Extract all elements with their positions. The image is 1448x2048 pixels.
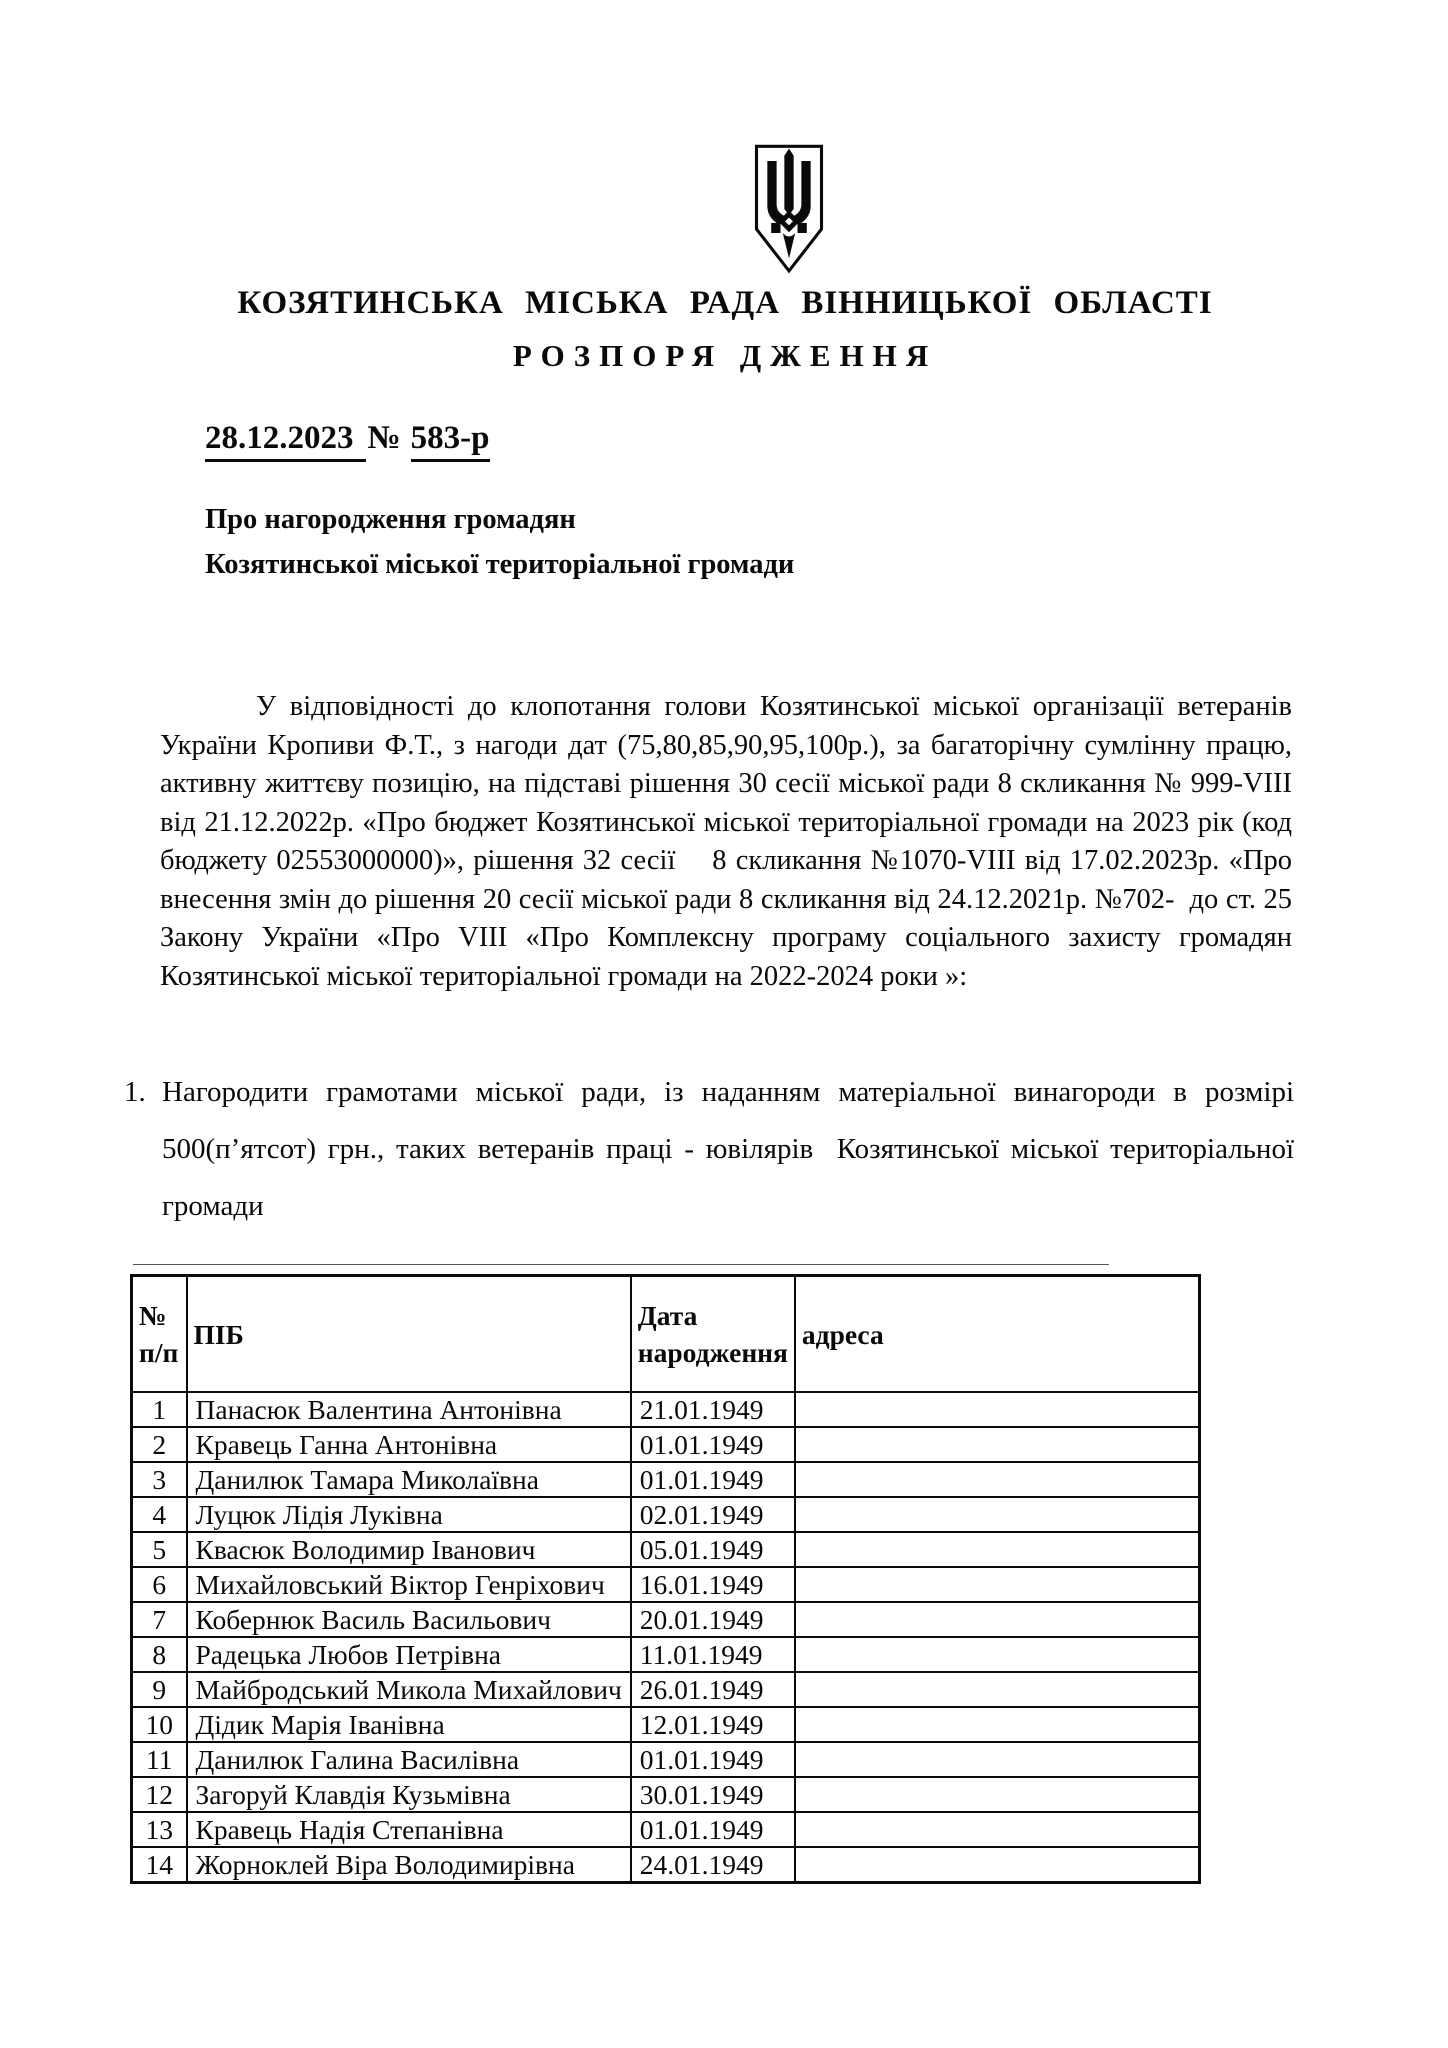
- cell-num: 4: [132, 1497, 187, 1532]
- cell-address: [795, 1602, 1200, 1637]
- subject-line-1: Про нагородження громадян: [205, 504, 576, 535]
- table-row: [132, 1847, 1200, 1883]
- doc-number-line: [205, 420, 490, 462]
- cell-address: [795, 1462, 1200, 1497]
- cell-dob: 12.01.1949: [631, 1707, 795, 1742]
- cell-num: 5: [132, 1532, 187, 1567]
- table-row: [132, 1777, 1200, 1812]
- doc-type-title: РОЗПОРЯ ДЖЕННЯ: [512, 338, 938, 373]
- col-header-dob: Дата народження: [631, 1276, 795, 1393]
- cell-dob: 01.01.1949: [631, 1812, 795, 1847]
- list-item-text: Нагородити грамотами міської ради, із наданням матеріальної винагороди в розмірі 500(п’ятсот) грн., таких ветеранів праці - ювілярів Козятинської міської територіальної громади: [162, 1076, 1302, 1222]
- cell-num: 8: [132, 1637, 187, 1672]
- cell-num: 7: [132, 1602, 187, 1637]
- table-row: [132, 1392, 1200, 1427]
- number-sign: №: [367, 420, 401, 456]
- subject-line-2: Козятинської міської територіальної громади: [205, 549, 795, 580]
- cell-num: 1: [132, 1392, 187, 1427]
- cell-num: 6: [132, 1567, 187, 1602]
- body-paragraph: У відповідності до клопотання голови Козятинської міської організації ветеранів України Кропиви Ф.Т., з нагоди дат (75,80,85,90,95,100р.), за багаторічну сумлінну працю, активну життєву позицію, на підставі рішення 30 сесії міської ради 8 скликання № 999-VIII від 21.12.2022р. «Про бюджет Козятинської міської територіальної громади на 2023 рік (код бюджету 02553000000)», рішення 32 сесії 8 скликання №1070-VIII від 17.02.2023р. «Про внесення змін до рішення 20 сесії міської ради 8 скликання від 24.12.2021р. №702- до ст. 25 Закону України «Про VIII «Про Комплексну програму соціального захисту громадян Козятинської міської територіальної громади на 2022-2024 роки »:: [160, 691, 1314, 992]
- table-header-row: [132, 1276, 1200, 1393]
- table-row: [132, 1742, 1200, 1777]
- col-header-num: № п/п: [132, 1276, 187, 1393]
- cell-address: [795, 1742, 1200, 1777]
- cell-name: Жорноклей Віра Володимирівна: [187, 1847, 631, 1883]
- cell-address: [795, 1847, 1200, 1883]
- cell-address: [795, 1812, 1200, 1847]
- table-row: [132, 1707, 1200, 1742]
- cell-name: Кравець Ганна Антонівна: [187, 1427, 631, 1462]
- cell-dob: 05.01.1949: [631, 1532, 795, 1567]
- cell-num: 12: [132, 1777, 187, 1812]
- tryzub-emblem-icon: [750, 144, 828, 274]
- cell-dob: 24.01.1949: [631, 1847, 795, 1883]
- table-row: [132, 1812, 1200, 1847]
- cell-name: Дідик Марія Іванівна: [187, 1707, 631, 1742]
- cell-address: [795, 1392, 1200, 1427]
- cell-name: Данилюк Тамара Миколаївна: [187, 1462, 631, 1497]
- cell-address: [795, 1637, 1200, 1672]
- cell-num: 10: [132, 1707, 187, 1742]
- cell-address: [795, 1497, 1200, 1532]
- cell-name: Майбродський Микола Михайлович: [187, 1672, 631, 1707]
- cell-name: Кобернюк Василь Васильович: [187, 1602, 631, 1637]
- table-row: [132, 1672, 1200, 1707]
- cell-name: Радецька Любов Петрівна: [187, 1637, 631, 1672]
- cell-dob: 02.01.1949: [631, 1497, 795, 1532]
- awardees-table-body: [132, 1392, 1200, 1883]
- cell-dob: 01.01.1949: [631, 1742, 795, 1777]
- col-header-address: адреса: [795, 1276, 1200, 1393]
- cell-name: Загоруй Клавдія Кузьмівна: [187, 1777, 631, 1812]
- cell-num: 11: [132, 1742, 187, 1777]
- table-top-scanline: [133, 1264, 1109, 1265]
- cell-name: Панасюк Валентина Антонівна: [187, 1392, 631, 1427]
- table-row: [132, 1427, 1200, 1462]
- awardees-list-item: [122, 1064, 1302, 1235]
- org-name-title: КОЗЯТИНСЬКА МІСЬКА РАДА ВІННИЦЬКОЇ ОБЛАСТІ: [237, 285, 1213, 321]
- subject-block: [205, 497, 1105, 587]
- table-row: [132, 1462, 1200, 1497]
- list-item-number: 1.: [124, 1076, 146, 1108]
- cell-dob: 30.01.1949: [631, 1777, 795, 1812]
- cell-name: Квасюк Володимир Іванович: [187, 1532, 631, 1567]
- table-row: [132, 1567, 1200, 1602]
- cell-dob: 11.01.1949: [631, 1637, 795, 1672]
- cell-num: 9: [132, 1672, 187, 1707]
- doc-number: 583-р: [411, 420, 490, 462]
- cell-num: 3: [132, 1462, 187, 1497]
- table-row: [132, 1637, 1200, 1672]
- cell-name: Кравець Надія Степанівна: [187, 1812, 631, 1847]
- cell-name: Михайловський Віктор Генріхович: [187, 1567, 631, 1602]
- cell-dob: 01.01.1949: [631, 1427, 795, 1462]
- cell-dob: 26.01.1949: [631, 1672, 795, 1707]
- awardees-table: [130, 1274, 1201, 1884]
- cell-name: Данилюк Галина Василівна: [187, 1742, 631, 1777]
- table-row: [132, 1532, 1200, 1567]
- cell-dob: 01.01.1949: [631, 1462, 795, 1497]
- cell-num: 2: [132, 1427, 187, 1462]
- table-row: [132, 1497, 1200, 1532]
- cell-address: [795, 1427, 1200, 1462]
- cell-dob: 16.01.1949: [631, 1567, 795, 1602]
- cell-address: [795, 1777, 1200, 1812]
- cell-address: [795, 1672, 1200, 1707]
- cell-address: [795, 1567, 1200, 1602]
- cell-dob: 20.01.1949: [631, 1602, 795, 1637]
- cell-num: 13: [132, 1812, 187, 1847]
- cell-address: [795, 1532, 1200, 1567]
- doc-date: 28.12.2023: [205, 420, 366, 462]
- cell-name: Луцюк Лідія Луківна: [187, 1497, 631, 1532]
- col-header-name: ПІБ: [187, 1276, 631, 1393]
- table-row: [132, 1602, 1200, 1637]
- cell-num: 14: [132, 1847, 187, 1883]
- cell-dob: 21.01.1949: [631, 1392, 795, 1427]
- cell-address: [795, 1707, 1200, 1742]
